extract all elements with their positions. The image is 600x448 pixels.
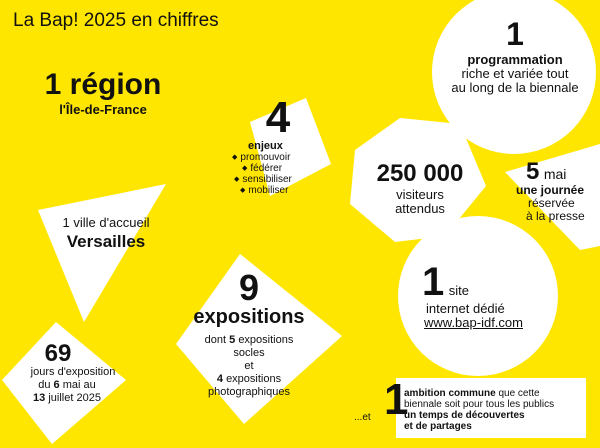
ambition-block (404, 388, 586, 432)
programmation-text-2: au long de la biennale (451, 80, 579, 95)
site-label: site (448, 283, 469, 298)
jours-block (0, 342, 130, 405)
presse-number: 5 (526, 158, 540, 185)
enjeux-label: enjeux (248, 140, 283, 152)
region-block (28, 70, 178, 117)
expositions-et: et (244, 360, 254, 372)
ambition-number: 1 (384, 375, 409, 424)
ville-triangle (38, 184, 166, 322)
jours-line-1: jours d'exposition (30, 366, 116, 378)
ambition-line-2: biennale soit pour tous les publics (404, 399, 555, 410)
enjeux-number: 4 (265, 93, 291, 142)
page-title: La Bap! 2025 en chiffres (13, 10, 219, 31)
site-url-link[interactable]: www.bap-idf.com (424, 315, 523, 330)
programmation-text-1: riche et variée tout (461, 66, 569, 81)
visiteurs-number: 250 000 (376, 160, 464, 187)
presse-block (510, 160, 600, 223)
presse-label: mai (543, 166, 567, 182)
expositions-photo: 4 expositions (216, 373, 282, 385)
visiteurs-line-2: attendus (395, 201, 445, 216)
expositions-number: 9 (238, 267, 260, 308)
enjeux-item: ◆ fédérer (242, 163, 324, 174)
presse-line-2: réservée (528, 196, 575, 210)
site-line-2: internet dédié (426, 301, 505, 316)
ville-name: Versailles (66, 232, 146, 251)
ambition-line-1: ambition commune que cette (404, 388, 540, 399)
expositions-label: expositions (193, 306, 305, 328)
visiteurs-block (355, 162, 485, 216)
programmation-label: programmation (467, 52, 563, 67)
expositions-socles: dont 5 expositions (204, 334, 294, 346)
enjeux-item: ◆ promouvoir (232, 152, 324, 163)
site-block (422, 262, 562, 330)
jours-line-3: 13 juillet 2025 (33, 392, 101, 404)
site-number: 1 (422, 260, 445, 304)
jours-line-2: du 6 mai au (38, 379, 96, 391)
programmation-block (430, 18, 600, 95)
presse-line-3: à la presse (526, 209, 585, 223)
ambition-line-3: un temps de découvertes (404, 410, 525, 421)
visiteurs-line-1: visiteurs (396, 187, 444, 202)
enjeux-item: ◆ mobiliser (240, 185, 324, 196)
region-number: 1 région (44, 68, 162, 101)
expositions-socles-2: socles (233, 347, 265, 359)
ambition-prefix: ...et (354, 412, 371, 423)
enjeux-item: ◆ sensibiliser (234, 174, 324, 185)
expositions-block (174, 267, 324, 399)
presse-line-1: une journée (516, 183, 585, 197)
jours-number: 69 (44, 340, 72, 367)
enjeux-block (228, 93, 324, 196)
ville-block (36, 216, 176, 252)
region-label: l'Île-de-France (59, 102, 147, 117)
ville-label: 1 ville d'accueil (62, 215, 150, 230)
programmation-number: 1 (506, 16, 524, 52)
expositions-photo-2: photographiques (208, 386, 290, 398)
enjeux-list (232, 152, 324, 196)
ambition-line-4: et de partages (404, 421, 472, 432)
